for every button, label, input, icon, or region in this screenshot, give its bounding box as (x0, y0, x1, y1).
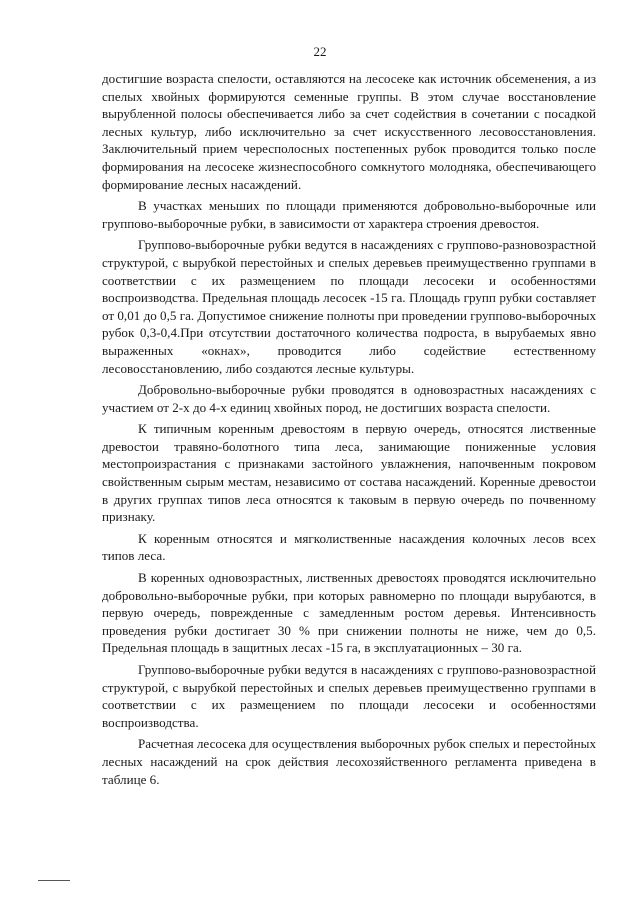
paragraph-selection-cutting: В участках меньших по площади применяются добровольно-выборочные или группово-выборочные рубки, в зависимости от характера строения древостоя. (102, 198, 596, 231)
paragraph-allowable-cut: Расчетная лесосека для осуществления выборочных рубок спелых и перестойных лесных насаждений на срок действия лесохозяйственного регламента приведена в таблице 6. (102, 736, 596, 787)
page-number: 22 (313, 44, 327, 59)
paragraph-voluntary-selection: Добровольно-выборочные рубки проводятся в одновозрастных насаждениях с участием от 2-х до 4-х единиц хвойных пород, не достигших возраста спелости. (102, 382, 596, 415)
footer-divider (38, 880, 70, 881)
paragraph-group-selection: Группово-выборочные рубки ведутся в насаждениях с группово-разновозрастной структурой, с вырубкой перестойных и спелых деревьев преимущественно группами в соответствии с их размещением по площади лесосеки и особенностями воспроизводства. Предельная площадь лесосек -15 га. Площадь групп рубки составляет от 0,01 до 0,5 га. Допустимое снижение полноты при проведении группово-выборочных рубок 0,3-0,4.При отсутствии достаточного количества подроста, в вырубаемых явно выраженных «окнах», проводится либо содействие естественному лесовосстановлению, либо создаются лесные культуры. (102, 237, 596, 376)
paragraph-even-aged-deciduous: В коренных одновозрастных, лиственных древостоях проводятся исключительно добровольно-выборочные рубки, при которых равномерно по площади вырубаются, в первую очередь, поврежденные с замедленным ростом деревья. Интенсивность проведения рубки достигает 30 % при снижении полноты не ниже, чем до 0,5. Предельная площадь в защитных лесах -15 га, в эксплуатационных – 30 га. (102, 570, 596, 656)
document-body (102, 70, 596, 788)
paragraph-soft-deciduous: К коренным относятся и мягколиственные насаждения колочных лесов всех типов леса. (102, 530, 596, 564)
paragraph-native-stands: К типичным коренным древостоям в первую очередь, относятся лиственные древостои травяно-болотного типа леса, занимающие пониженные условия местопроизрастания с признаками застойного увлажнения, напочвенным покровом свойственным сырым местам, независимо от состава насаждений. Коренные древостои в других группах типов леса относятся к таковым в первую очередь по почвенному признаку. (102, 421, 596, 525)
paragraph-continued: достигшие возраста спелости, оставляются на лесосеке как источник обсеменения, а из спелых хвойных формируются семенные группы. В этом случае восстановление вырубленной полосы обеспечивается либо за счет содействия в сочетании с посадкой лесных культур, либо исключительно за счет искусственного лесовосстановления. Заключительный прием чересполосных постепенных рубок проводится только после формирования на лесосеке жизнеспособного сомкнутого молодняка, обеспечивающего формирование лесных насаждений. (102, 71, 596, 192)
paragraph-group-selection-repeat: Группово-выборочные рубки ведутся в насаждениях с группово-разновозрастной структурой, с вырубкой перестойных и спелых деревьев преимущественно группами в соответствии с их размещением по площади лесосеки и особенностями воспроизводства. (102, 662, 596, 730)
